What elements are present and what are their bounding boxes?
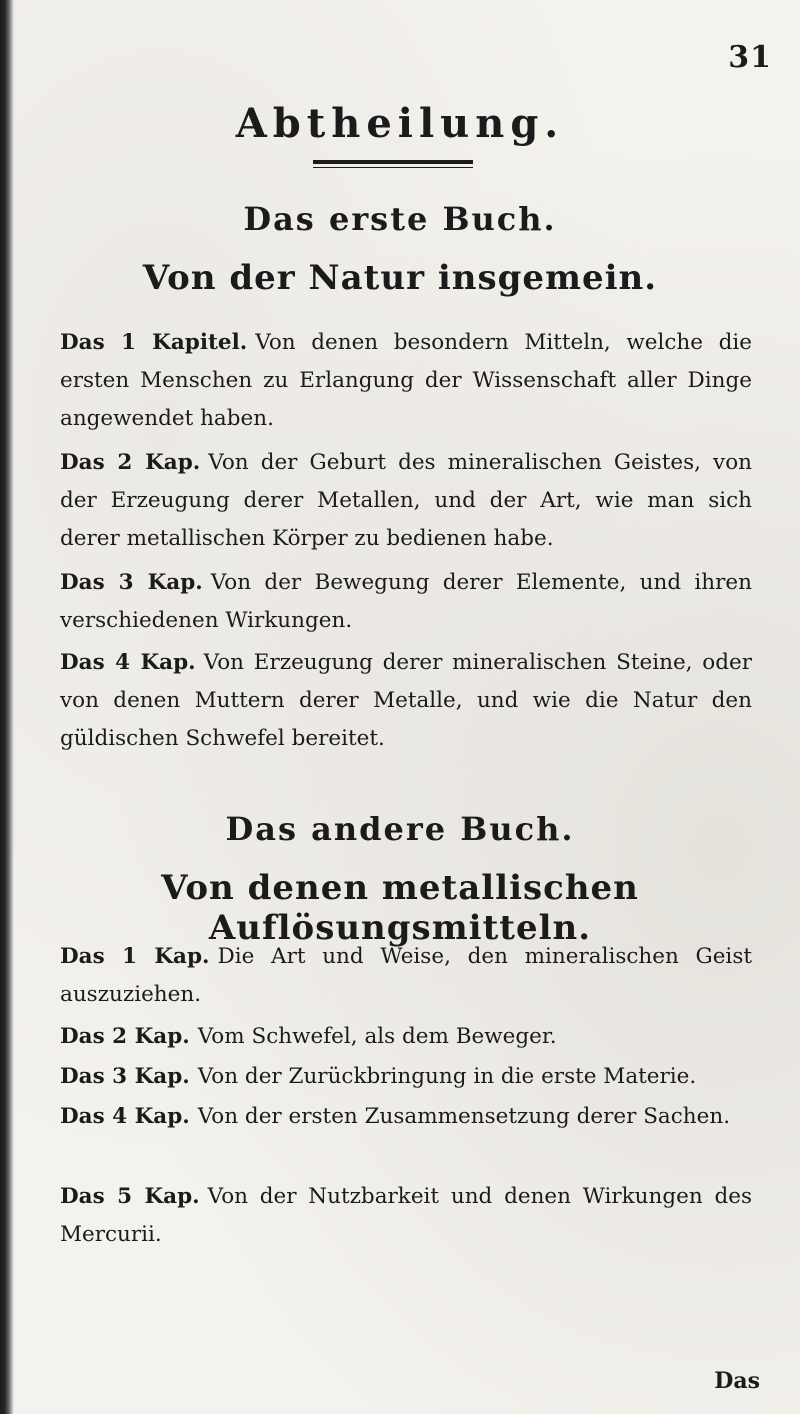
toc-entry-book2-ch3	[60, 1058, 752, 1096]
heading-rule	[313, 160, 473, 168]
chapter-title: Von der Bewegung derer Elemente, und ihren verschiedenen Wirkungen.	[60, 570, 752, 633]
chapter-label: Das 4 Kap.	[60, 1104, 190, 1129]
toc-entry-book1-ch2	[60, 444, 752, 558]
chapter-label: Das 1 Kapitel.	[60, 330, 248, 355]
chapter-label: Das 3 Kap.	[60, 1064, 190, 1089]
toc-entry-book2-ch1	[60, 938, 752, 1014]
toc-entry-book2-ch4	[60, 1098, 752, 1136]
chapter-title: Vom Schwefel, als dem Beweger.	[197, 1024, 557, 1049]
book2-subheading: Von denen metallischen Auflösungsmitteln.	[161, 868, 639, 948]
chapter-title: Von der Nutzbarkeit und denen Wirkungen des Mercurii.	[60, 1184, 752, 1247]
chapter-label: Das 1 Kap.	[60, 944, 210, 969]
toc-entry-book1-ch3	[60, 564, 752, 640]
book2-heading: Das andere Buch.	[225, 810, 575, 848]
page-number: 31	[728, 40, 772, 75]
chapter-title: Von Erzeugung derer mineralischen Steine, oder von denen Muttern derer Metalle, und wie die Natur den güldischen Schwefel bereitet.	[60, 650, 752, 751]
toc-entry-book2-ch2	[60, 1018, 752, 1056]
catchword: Das	[714, 1368, 760, 1394]
chapter-title: Von der Zurückbringung in die erste Materie.	[197, 1064, 697, 1089]
chapter-label: Das 5 Kap.	[60, 1184, 200, 1209]
book1-heading: Das erste Buch.	[243, 200, 557, 238]
chapter-title: Von denen besondern Mitteln, welche die ersten Menschen zu Erlangung der Wissenschaft aller Dinge angewendet haben.	[60, 330, 752, 431]
toc-entry-book2-ch5	[60, 1178, 752, 1254]
chapter-title: Von der ersten Zusammensetzung derer Sachen.	[197, 1104, 731, 1129]
chapter-label: Das 2 Kap.	[60, 1024, 190, 1049]
chapter-title: Die Art und Weise, den mineralischen Geist auszuziehen.	[60, 944, 752, 1007]
part-heading: Abtheilung.	[235, 100, 565, 147]
toc-entry-book1-ch4	[60, 644, 752, 758]
book1-subheading: Von der Natur insgemein.	[142, 258, 658, 298]
chapter-label: Das 3 Kap.	[60, 570, 203, 595]
chapter-label: Das 4 Kap.	[60, 650, 196, 675]
chapter-label: Das 2 Kap.	[60, 450, 201, 475]
toc-entry-book1-ch1	[60, 324, 752, 438]
chapter-title: Von der Geburt des mineralischen Geistes, von der Erzeugung derer Metallen, und der Art, wie man sich derer metallischen Körper zu bedienen habe.	[60, 450, 752, 551]
